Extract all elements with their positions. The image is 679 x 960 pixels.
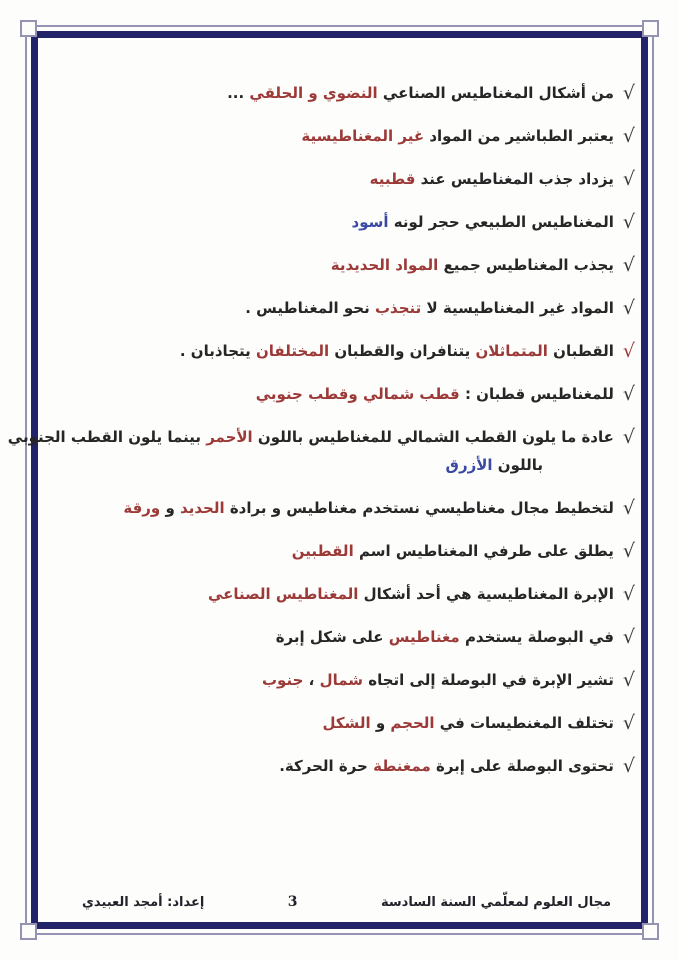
text-segment: الحديد bbox=[180, 499, 225, 517]
checkmark-icon: √ bbox=[622, 626, 635, 648]
bullet-item bbox=[66, 293, 635, 322]
text-segment: يزداد جذب المغناطيس عند bbox=[415, 170, 614, 188]
text-segment: المغناطيس الطبيعي حجر لونه bbox=[388, 213, 614, 231]
bullet-item bbox=[66, 78, 635, 107]
bullet-line bbox=[66, 379, 635, 408]
text-segment: قطبيه bbox=[369, 170, 416, 188]
text-segment: تنجذب bbox=[374, 299, 422, 317]
text-segment: يجذب المغناطيس جميع bbox=[438, 256, 614, 274]
text-segment: على شكل إبرة bbox=[275, 628, 389, 646]
checkmark-icon: √ bbox=[622, 297, 635, 319]
text-segment: الإبرة المغناطيسية هي أحد أشكال bbox=[358, 585, 614, 603]
text-segment: الأحمر bbox=[206, 428, 253, 446]
bullet-item bbox=[66, 665, 635, 694]
text-segment: نحو المغناطيس . bbox=[245, 299, 375, 317]
checkmark-icon: √ bbox=[622, 669, 635, 691]
bullet-line bbox=[66, 164, 635, 193]
text-segment: القطبين bbox=[291, 542, 354, 560]
bullet-line bbox=[66, 250, 635, 279]
bullet-line bbox=[66, 622, 635, 651]
text-segment: الحجم bbox=[390, 714, 435, 732]
bullet-line bbox=[66, 78, 635, 107]
text-segment: المواد غير المغناطيسية لا bbox=[421, 299, 614, 317]
text-segment: للمغناطيس قطبان : bbox=[459, 385, 614, 403]
bullet-line bbox=[66, 536, 635, 565]
bullet-line bbox=[66, 207, 635, 236]
text-segment: أسود bbox=[351, 213, 389, 231]
text-segment: ورقة bbox=[123, 499, 161, 517]
text-segment: شمال bbox=[319, 671, 364, 689]
bullet-item bbox=[66, 164, 635, 193]
checkmark-icon: √ bbox=[622, 383, 635, 405]
bullet-line bbox=[66, 579, 635, 608]
bullet-line bbox=[66, 336, 635, 365]
text-segment: النضوي و الحلقي bbox=[249, 84, 378, 102]
checkmark-icon: √ bbox=[622, 712, 635, 734]
bullet-item bbox=[7, 422, 635, 479]
text-segment: يطلق على طرفي المغناطيس اسم bbox=[353, 542, 614, 560]
bullet-line bbox=[66, 493, 635, 522]
text-segment: المتماثلان bbox=[475, 342, 548, 360]
bullet-line bbox=[7, 422, 635, 451]
bullet-item bbox=[66, 708, 635, 737]
checkmark-icon: √ bbox=[622, 340, 635, 362]
text-segment: ممغنطة bbox=[373, 757, 431, 775]
bullet-item bbox=[66, 250, 635, 279]
bullet-line bbox=[66, 451, 635, 479]
checkmark-icon: √ bbox=[622, 168, 635, 190]
checkmark-icon: √ bbox=[622, 426, 635, 448]
text-segment: بينما يلون القطب الجنوبي bbox=[7, 428, 207, 446]
bullet-item bbox=[66, 121, 635, 150]
text-segment: الأزرق bbox=[445, 456, 493, 474]
text-segment: مغناطيس bbox=[388, 628, 460, 646]
text-segment: ... bbox=[227, 84, 250, 102]
bullet-item bbox=[66, 207, 635, 236]
text-segment: القطبان bbox=[547, 342, 614, 360]
text-segment: حرة الحركة. bbox=[279, 757, 374, 775]
text-segment: يتجاذبان . bbox=[179, 342, 256, 360]
text-segment: باللون bbox=[492, 456, 543, 474]
bullet-line bbox=[66, 121, 635, 150]
checkmark-icon: √ bbox=[622, 540, 635, 562]
page-footer bbox=[0, 894, 679, 910]
text-segment: لتخطيط مجال مغناطيسي نستخدم مغناطيس و برادة bbox=[224, 499, 614, 517]
footer-course-title: مجال العلوم لمعلّمي السنة السادسة bbox=[381, 894, 611, 910]
text-segment: عادة ما يلون القطب الشمالي للمغناطيس باللون bbox=[252, 428, 614, 446]
checkmark-icon: √ bbox=[622, 125, 635, 147]
text-segment: المختلفان bbox=[255, 342, 330, 360]
bullet-line bbox=[66, 293, 635, 322]
text-segment: غير المغناطيسية bbox=[301, 127, 425, 145]
bullet-line bbox=[66, 751, 635, 780]
bullet-item bbox=[66, 622, 635, 651]
text-segment: يعتبر الطباشير من المواد bbox=[424, 127, 614, 145]
bullet-item bbox=[66, 579, 635, 608]
footer-author: إعداد: أمجد العبيدي bbox=[82, 894, 205, 910]
bullet-line bbox=[66, 665, 635, 694]
bullet-line bbox=[66, 708, 635, 737]
page-number: 3 bbox=[287, 894, 298, 910]
text-segment: من أشكال المغناطيس الصناعي bbox=[377, 84, 614, 102]
text-segment: يتنافران والقطبان bbox=[329, 342, 476, 360]
bullet-item bbox=[66, 379, 635, 408]
bullet-item bbox=[66, 751, 635, 780]
bullet-item bbox=[66, 493, 635, 522]
checkmark-icon: √ bbox=[622, 82, 635, 104]
text-segment: قطب شمالي وقطب جنوبي bbox=[255, 385, 460, 403]
text-segment: ، bbox=[303, 671, 320, 689]
text-segment: جنوب bbox=[261, 671, 304, 689]
text-segment: المغناطيس الصناعي bbox=[207, 585, 359, 603]
text-segment: تحتوى البوصلة على إبرة bbox=[430, 757, 614, 775]
text-segment: الشكل bbox=[322, 714, 371, 732]
bullet-item bbox=[66, 536, 635, 565]
checkmark-icon: √ bbox=[622, 254, 635, 276]
text-segment: تختلف المغنطيسات في bbox=[434, 714, 614, 732]
text-segment: في البوصلة يستخدم bbox=[459, 628, 614, 646]
text-segment: و bbox=[370, 714, 391, 732]
text-segment: تشير الإبرة في البوصلة إلى اتجاه bbox=[363, 671, 614, 689]
checkmark-icon: √ bbox=[622, 497, 635, 519]
text-segment: و bbox=[160, 499, 181, 517]
checkmark-icon: √ bbox=[622, 755, 635, 777]
text-segment: المواد الحديدية bbox=[330, 256, 439, 274]
checkmark-icon: √ bbox=[622, 583, 635, 605]
border-corner-knot bbox=[642, 923, 659, 940]
border-corner-knot bbox=[20, 923, 37, 940]
bullet-item bbox=[66, 336, 635, 365]
checkmark-icon: √ bbox=[622, 211, 635, 233]
